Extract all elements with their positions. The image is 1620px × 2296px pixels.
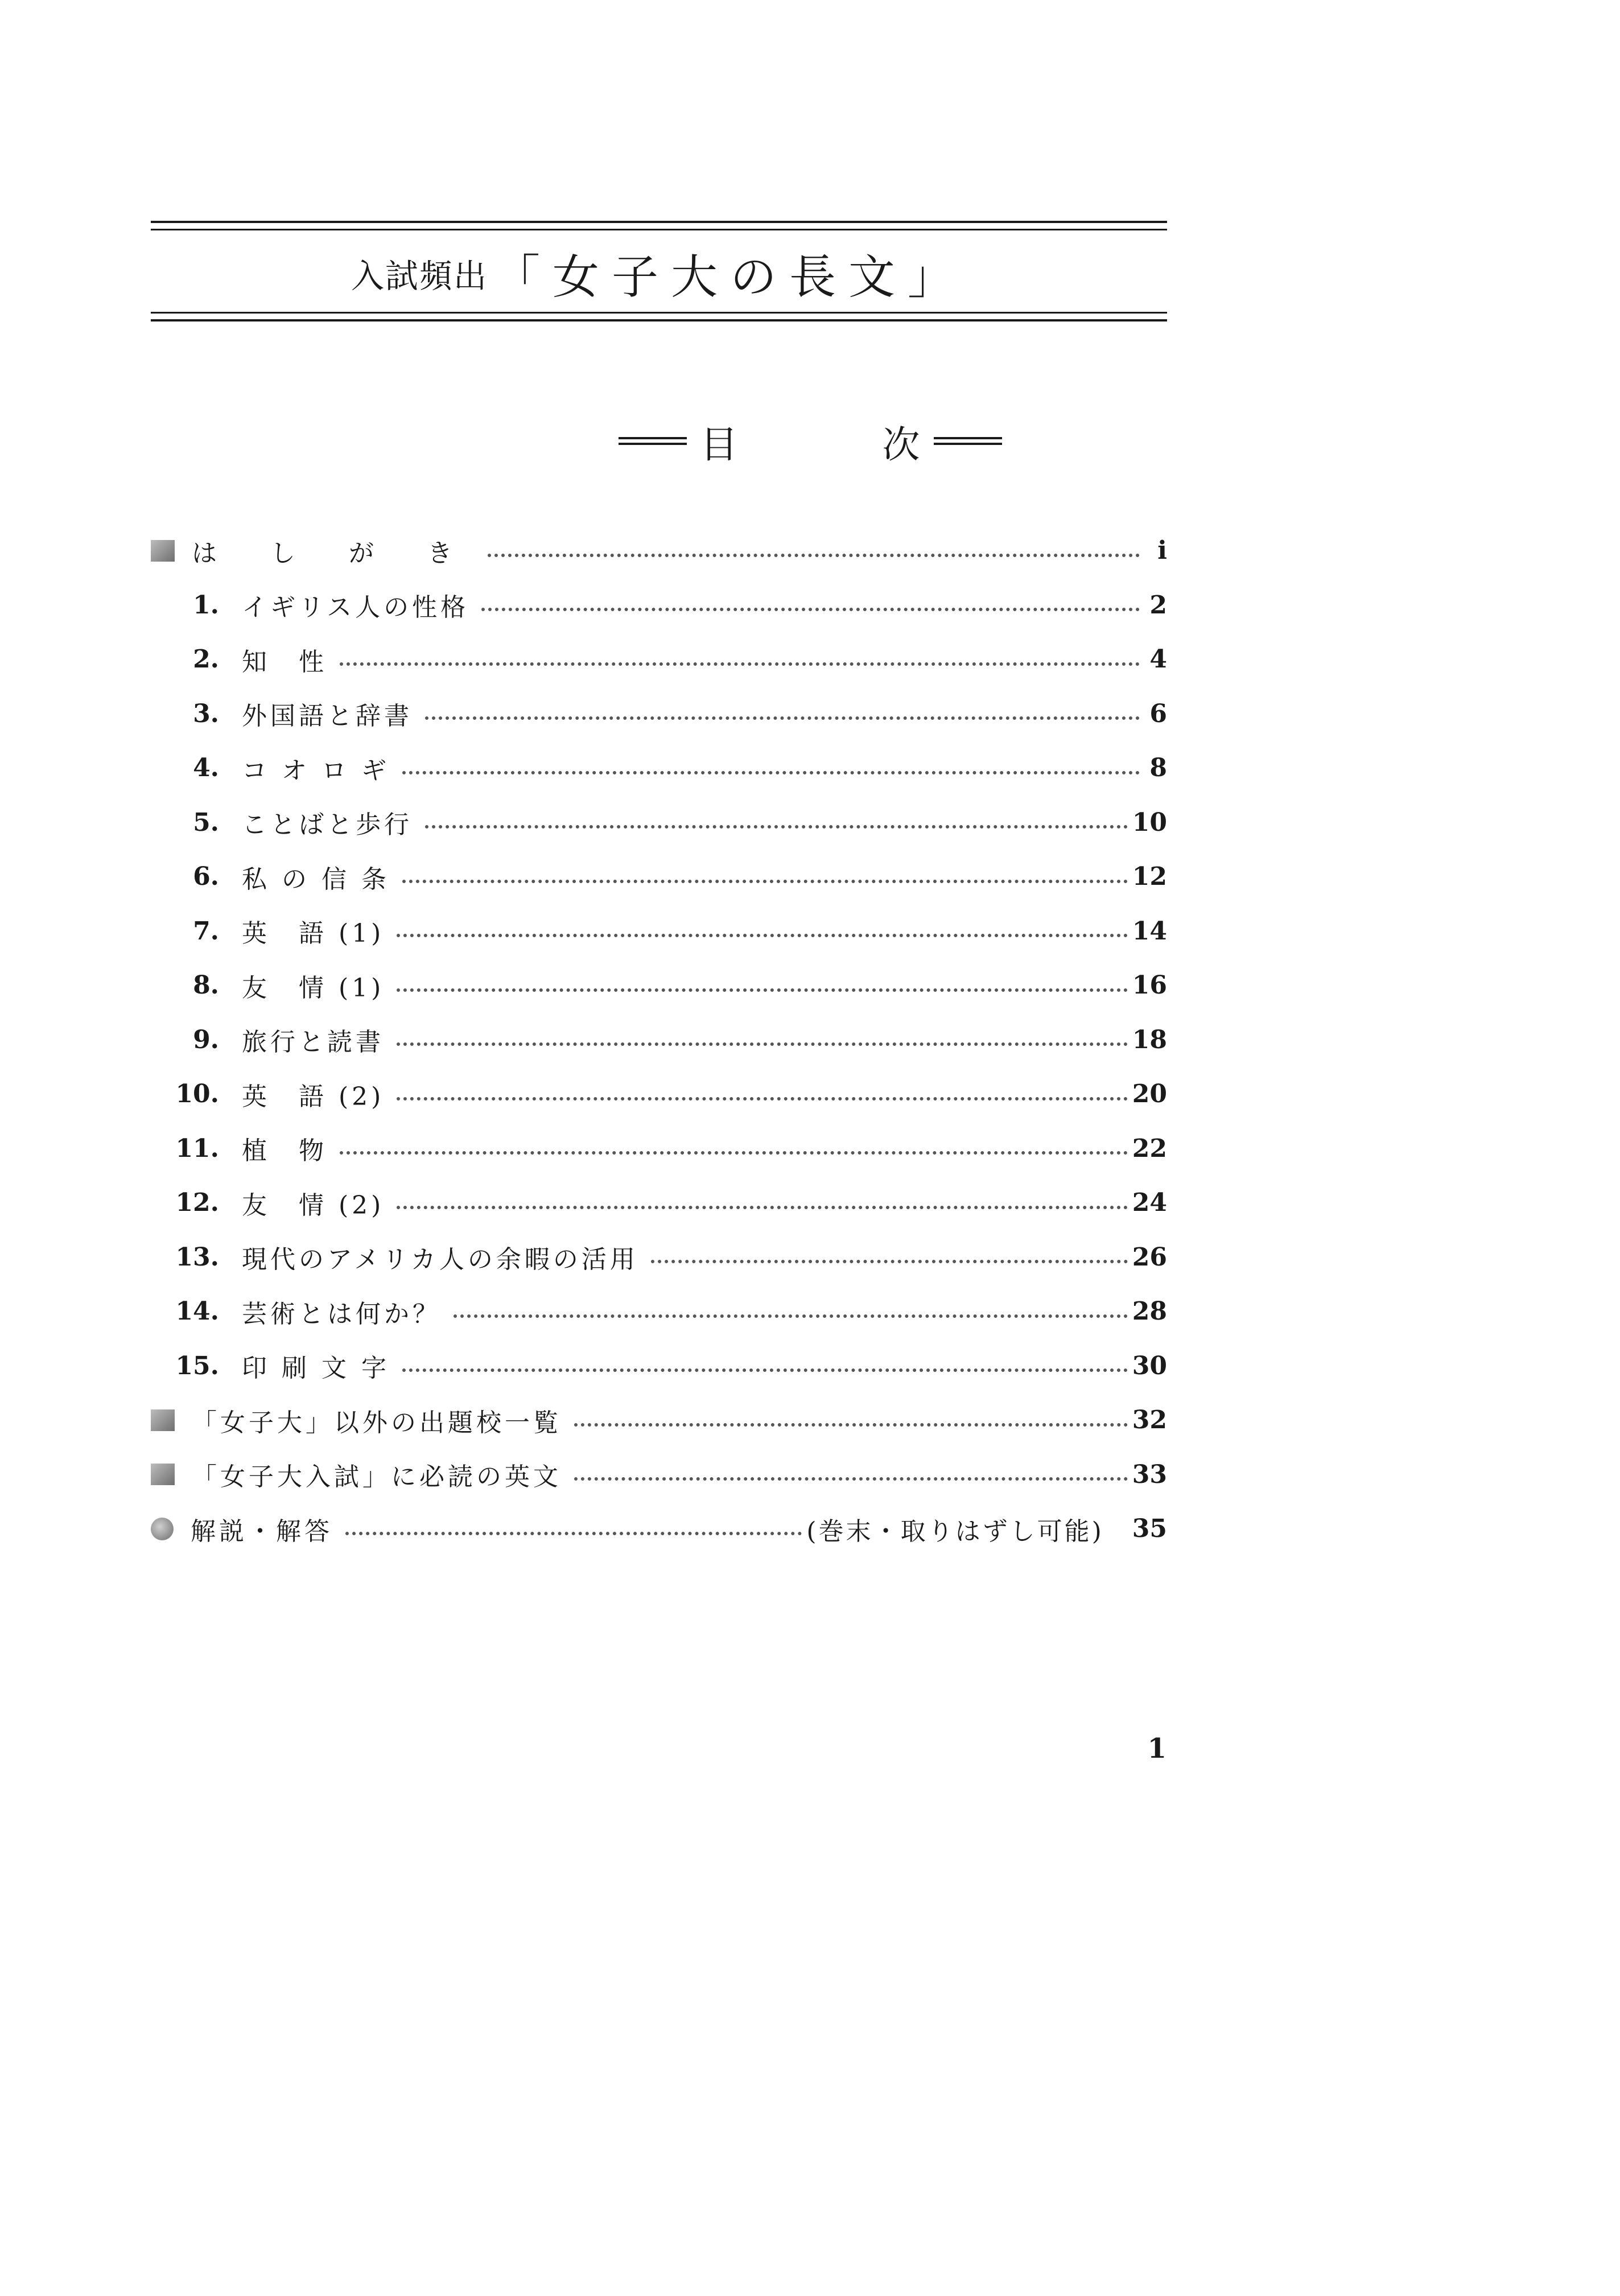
toc-entry-chapter[interactable]	[151, 1339, 1167, 1394]
chapter-number: 3.	[193, 699, 219, 728]
leader-dots	[574, 1423, 1128, 1427]
table-of-contents	[151, 523, 1167, 1556]
toc-entry-chapter[interactable]	[151, 578, 1167, 633]
toc-entry-chapter[interactable]	[151, 1284, 1167, 1339]
square-bullet-icon	[151, 1464, 175, 1485]
leader-dots	[397, 1097, 1127, 1100]
toc-entry-chapter[interactable]	[151, 1122, 1167, 1176]
toc-entry-answers[interactable]	[151, 1502, 1167, 1556]
toc-entry-chapter[interactable]	[151, 795, 1167, 850]
chapter-number: 7.	[193, 916, 219, 946]
toc-entry-appendix-readings[interactable]	[151, 1448, 1167, 1502]
chapter-page: 12	[1132, 862, 1167, 892]
chapter-page: 14	[1132, 916, 1167, 946]
leader-dots	[425, 825, 1128, 828]
leader-dots	[481, 608, 1140, 611]
leader-dots	[425, 716, 1140, 720]
toc-entry-chapter[interactable]	[151, 850, 1167, 904]
heading-dash-right	[934, 437, 1002, 445]
chapter-title: 現代のアメリカ人の余暇の活用	[242, 1245, 638, 1275]
chapter-title: 印 刷 文 字	[242, 1354, 390, 1383]
leader-dots	[340, 662, 1140, 666]
toc-heading	[0, 410, 1620, 472]
toc-entry-chapter[interactable]	[151, 632, 1167, 687]
toc-entry-page: 33	[1132, 1460, 1167, 1489]
toc-entry-chapter[interactable]	[151, 904, 1167, 959]
title-prefix: 入試頻出	[351, 257, 488, 295]
leader-dots	[402, 1368, 1128, 1372]
leader-dots	[397, 1206, 1127, 1209]
chapter-page: 30	[1132, 1351, 1167, 1380]
circle-bullet-icon	[151, 1518, 174, 1540]
chapter-number: 10.	[175, 1079, 219, 1109]
toc-entry-appendix-schools[interactable]	[151, 1393, 1167, 1448]
chapter-number: 1.	[193, 590, 219, 620]
toc-entry-preface[interactable]	[151, 523, 1167, 578]
chapter-number: 9.	[193, 1025, 219, 1054]
leader-dots	[397, 1042, 1128, 1046]
toc-entry-label: は し が き	[192, 538, 475, 568]
chapter-page: 2	[1149, 590, 1167, 620]
chapter-title: 友 情 (1)	[242, 973, 385, 1003]
chapter-number: 11.	[175, 1133, 219, 1163]
toc-heading-left: 目	[700, 422, 738, 467]
chapter-page: 8	[1149, 753, 1167, 783]
toc-heading-right: 次	[882, 422, 920, 467]
leader-dots	[345, 1532, 802, 1535]
toc-entry-chapter[interactable]	[151, 958, 1167, 1013]
chapter-title: 外国語と辞書	[242, 702, 413, 731]
leader-dots	[402, 880, 1128, 883]
toc-entry-chapter[interactable]	[151, 1230, 1167, 1285]
chapter-number: 5.	[193, 807, 219, 837]
chapter-title: 植 物	[242, 1136, 327, 1166]
chapter-title: 友 情 (2)	[242, 1190, 385, 1220]
chapter-title: コ オ ロ ギ	[242, 756, 390, 785]
chapter-title: 英 語 (2)	[242, 1082, 385, 1111]
chapter-number: 14.	[175, 1297, 219, 1326]
leader-dots	[651, 1260, 1128, 1263]
title-main: 「女子大の長文」	[493, 250, 967, 304]
leader-dots	[488, 554, 1140, 557]
heading-dash-left	[619, 437, 687, 445]
chapter-page: 28	[1132, 1297, 1167, 1326]
book-title	[151, 228, 1167, 319]
chapter-number: 4.	[193, 753, 219, 783]
chapter-title: 英 語 (1)	[242, 919, 385, 949]
leader-dots	[574, 1477, 1128, 1481]
toc-entry-page: 35	[1132, 1514, 1167, 1544]
chapter-number: 6.	[193, 862, 219, 892]
toc-entry-chapter[interactable]	[151, 1176, 1167, 1230]
leader-dots	[397, 934, 1127, 937]
chapter-title: 知 性	[242, 647, 327, 677]
toc-entry-page: i	[1157, 536, 1167, 566]
chapter-title: 旅行と読書	[242, 1028, 384, 1057]
toc-entry-chapter[interactable]	[151, 687, 1167, 741]
square-bullet-icon	[151, 1409, 175, 1431]
chapter-page: 4	[1149, 645, 1167, 674]
leader-dots	[397, 988, 1127, 992]
leader-dots	[454, 1314, 1128, 1318]
toc-entry-note: (巻末・取りはずし可能)	[806, 1516, 1104, 1546]
chapter-page: 6	[1149, 699, 1167, 728]
toc-entry-chapter[interactable]	[151, 1067, 1167, 1122]
chapter-number: 15.	[175, 1351, 219, 1380]
chapter-page: 24	[1132, 1188, 1167, 1218]
chapter-page: 10	[1132, 807, 1167, 837]
chapter-title: イギリス人の性格	[242, 593, 469, 623]
chapter-page: 20	[1132, 1079, 1167, 1109]
toc-entry-label: 解説・解答	[191, 1516, 333, 1546]
bottom-double-rule	[151, 312, 1167, 321]
chapter-page: 16	[1132, 971, 1167, 1000]
toc-entry-label: 「女子大」以外の出題校一覧	[192, 1408, 562, 1437]
chapter-page: 26	[1132, 1242, 1167, 1272]
square-bullet-icon	[151, 540, 175, 562]
toc-entry-chapter[interactable]	[151, 1013, 1167, 1067]
chapter-number: 13.	[175, 1242, 219, 1272]
toc-entry-label: 「女子大入試」に必読の英文	[192, 1462, 562, 1492]
chapter-page: 18	[1132, 1025, 1167, 1054]
chapter-number: 8.	[193, 971, 219, 1000]
leader-dots	[340, 1151, 1128, 1155]
chapter-number: 12.	[175, 1188, 219, 1218]
chapter-title: 私 の 信 条	[242, 864, 390, 894]
toc-entry-chapter[interactable]	[151, 741, 1167, 795]
leader-dots	[402, 771, 1140, 774]
toc-entry-page: 32	[1132, 1405, 1167, 1435]
chapter-title: 芸術とは何か？	[242, 1299, 441, 1329]
chapter-number: 2.	[193, 645, 219, 674]
page-number: 1	[1147, 1733, 1166, 1765]
chapter-page: 22	[1132, 1133, 1167, 1163]
chapter-title: ことばと歩行	[242, 810, 413, 840]
